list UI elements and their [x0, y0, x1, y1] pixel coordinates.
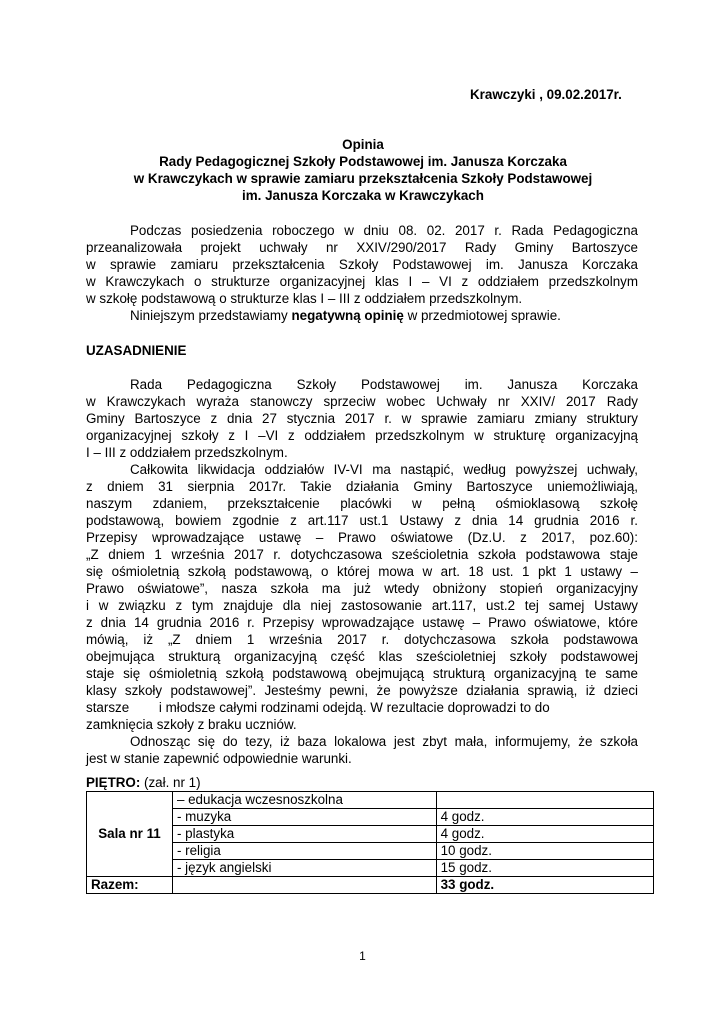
title-line-3: w Krawczykach w sprawie zamiaru przekształcenia Szkoły Podstawowej — [133, 171, 593, 186]
hours-cell: 10 godz. — [436, 843, 653, 860]
negative-opinion: negatywną opinię — [291, 308, 404, 323]
justification-p2-line: się ośmioletnią szkołą podstawową, o której mowa w art. 18 ust. 1 pkt 1 ustawy – — [86, 564, 638, 579]
justification-p2-line: z dnia 14 grudnia 2016 r. Przepisy wprowadzające ustawę – Prawo oświatowe, które — [86, 615, 638, 630]
justification-p1-line: Gminy Bartoszyce z dnia 27 stycznia 2017 r. w sprawie zamiaru zmiany struktury — [86, 411, 638, 426]
hours-cell: 4 godz. — [436, 826, 653, 843]
justification-p2-line: „Z dniem 1 września 2017 r. dotychczasowa sześcioletnia szkoła podstawowa staje — [86, 547, 638, 562]
hours-cell: 15 godz. — [436, 860, 653, 877]
justification-p2-line: Przepisy wprowadzające ustawę – Prawo oświatowe (Dz.U. z 2017, poz.60): — [86, 530, 638, 545]
intro-line: Podczas posiedzenia roboczego w dniu 08. 02. 2017 r. Rada Pedagogiczna — [130, 223, 638, 238]
place-date: Krawczyki , 09.02.2017r. — [470, 87, 622, 102]
subject-cell: - plastyka — [172, 826, 436, 843]
floor-label: PIĘTRO: (zał. nr 1) — [86, 775, 201, 790]
intro-line: w szkołę podstawową o strukturze klas I – III z oddziałem przedszkolnym. — [86, 291, 523, 306]
hours-cell: 4 godz. — [436, 809, 653, 826]
subject-cell: - język angielski — [172, 860, 436, 877]
justification-p2-line: z dniem 31 sierpnia 2017r. Takie działania Gminy Bartoszyce uniemożliwiają, — [86, 479, 638, 494]
justification-p2-line: klasy szkoły podstawowej”. Jesteśmy pewni, że powyższe działania sprawią, iż dzieci — [86, 683, 638, 698]
table-row — [87, 860, 654, 877]
justification-p2-line: mówią, iż „Z dniem 1 września 2017 r. dotychczasowa szkoła podstawowa — [86, 632, 638, 647]
justification-p1-line: organizacyjnej szkoły z I –VI z oddziałem przedszkolnym w strukturę organizacyjną — [86, 428, 638, 443]
subject-cell: - muzyka — [172, 809, 436, 826]
title-line-4: im. Janusza Korczaka w Krawczykach — [242, 188, 484, 203]
page-number: 1 — [359, 949, 366, 963]
justification-p1-line: Rada Pedagogiczna Szkoły Podstawowej im. Janusza Korczaka — [130, 377, 638, 392]
justification-p1-line: I – III z oddziałem przedszkolnym. — [86, 445, 288, 460]
justification-p3-line: jest w stanie zapewnić odpowiednie warunki. — [86, 751, 352, 766]
subject-cell: – edukacja wczesnoszkolna — [172, 792, 436, 809]
justification-heading: UZASADNIENIE — [86, 343, 187, 358]
justification-p2-line: staje się ośmioletnią szkołą podstawową obejmującą strukturą organizacyjną te same — [86, 666, 638, 681]
justification-p2-line: podstawową, bowiem zgodnie z art.117 ust.1 Ustawy z dnia 14 grudnia 2016 r. — [86, 513, 638, 528]
title-line-2: Rady Pedagogicznej Szkoły Podstawowej im. Janusza Korczaka — [159, 154, 567, 169]
table-row — [87, 843, 654, 860]
table-row — [87, 792, 654, 809]
justification-p2-line: Prawo oświatowe”, nasza szkoła ma już wtedy obniżony stopień organizacyjny — [86, 581, 638, 596]
total-hours: 33 godz. — [436, 877, 653, 894]
empty-cell — [172, 877, 436, 894]
total-label: Razem: — [87, 877, 173, 894]
hours-cell — [436, 792, 653, 809]
justification-p2-line: i w związku z tym znajduje dla niej zastosowanie art.117, ust.2 tej samej Ustawy — [86, 598, 638, 613]
intro-conclusion: Niniejszym przedstawiamy negatywną opinię w przedmiotowej sprawie. — [130, 308, 561, 323]
intro-line: przeanalizowała projekt uchwały nr XXIV/290/2017 Rady Gminy Bartoszyce — [86, 240, 638, 255]
total-row — [87, 877, 654, 894]
room-name: Sala nr 11 — [87, 792, 173, 877]
intro-line: w sprawie zamiaru przekształcenia Szkoły Podstawowej im. Janusza Korczaka — [86, 257, 638, 272]
table-row — [87, 826, 654, 843]
justification-p2-line: obejmująca strukturą organizacyjną część klas sześcioletniej szkoły podstawowej — [86, 649, 638, 664]
room-schedule-table — [86, 791, 654, 894]
justification-p2-line: Całkowita likwidacja oddziałów IV-VI ma nastąpić, według powyższej uchwały, — [130, 462, 638, 477]
title-opinia: Opinia — [342, 137, 384, 152]
justification-p2-line: starsze i młodsze całymi rodzinami odejdą. W rezultacie doprowadzi to do — [86, 700, 550, 715]
justification-p3-line: Odnosząc się do tezy, iż baza lokalowa jest zbyt mała, informujemy, że szkoła — [130, 734, 638, 749]
subject-cell: - religia — [172, 843, 436, 860]
justification-p2-line: naszym zdaniem, przekształcenie placówki w pełną ośmioklasową szkołę — [86, 496, 638, 511]
intro-line: w Krawczykach o strukturze organizacyjnej klas I – VI z oddziałem przedszkolnym — [86, 274, 638, 289]
justification-p1-line: w Krawczykach wyraża stanowczy sprzeciw wobec Uchwały nr XXIV/ 2017 Rady — [86, 394, 638, 409]
justification-p2-line: zamknięcia szkoły z braku uczniów. — [86, 717, 297, 732]
table-row — [87, 809, 654, 826]
